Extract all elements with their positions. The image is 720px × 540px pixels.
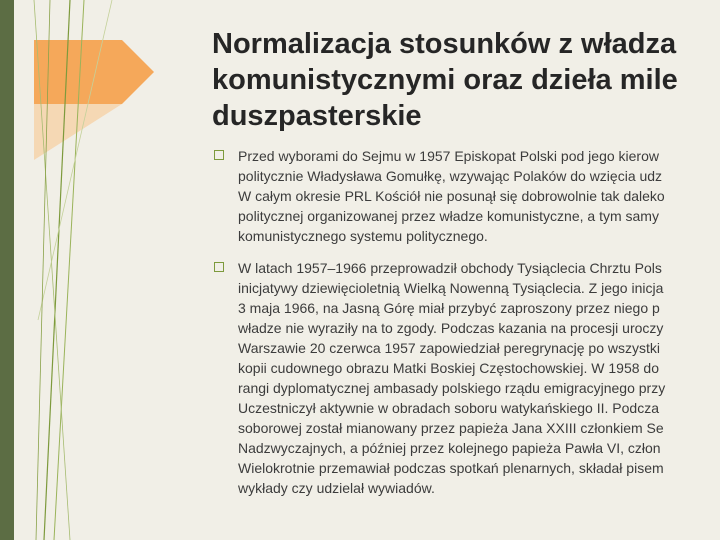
bullet-square-icon (214, 150, 224, 160)
orange-arrow-shape (34, 40, 154, 104)
bullet-text: W latach 1957–1966 przeprowadził obchody Tysiąclecia Chrztu Pols inicjatywy dziewięcioletnią Wielką Nowenną Tysiąclecia. Z jego inicja 3 maja 1966, na Jasną Górę miał przybyć zaproszony przez niego p władze nie wyraziły na to zgody. Podczas kazania na procesji uroczy Warszawie 20 czerwca 1957 zapowiedział peregrynację po wszystki kopii cudownego obrazu Matki Boskiej Częstochowskiej. W 1958 do rangi dyplomatycznej ambasady polskiego rządu emigracyjnego przy Uczestniczył aktywnie w obradach soboru watykańskiego II. Podcza soborowej został mianowany przez papieża Jana XXIII członkiem Se Nadzwyczajnych, a później przez kolejnego papieża Pawła VI, człon Wielokrotnie przemawiał podczas spotkań plenarnych, składał pisem wykłady czy udzielał wywiadów. (238, 260, 666, 496)
decorative-lines (14, 0, 164, 540)
sidebar-bar (0, 0, 14, 540)
bullet-item (212, 146, 720, 246)
bullet-square-icon (214, 262, 224, 272)
bullet-text: Przed wyborami do Sejmu w 1957 Episkopat Polski pod jego kierow politycznie Władysława Gomułkę, wzywając Polaków do wzięcia udz W całym okresie PRL Kościół nie posunął się dobrowolnie tak daleko politycznej organizowanej przez władze komunistyczne, a tym samy komunistycznego systemu politycznego. (238, 148, 665, 244)
bullet-item (212, 258, 720, 498)
bullet-list (212, 146, 720, 510)
slide-title: Normalizacja stosunków z władza komunistycznymi oraz dzieła mile duszpasterskie (212, 28, 678, 132)
